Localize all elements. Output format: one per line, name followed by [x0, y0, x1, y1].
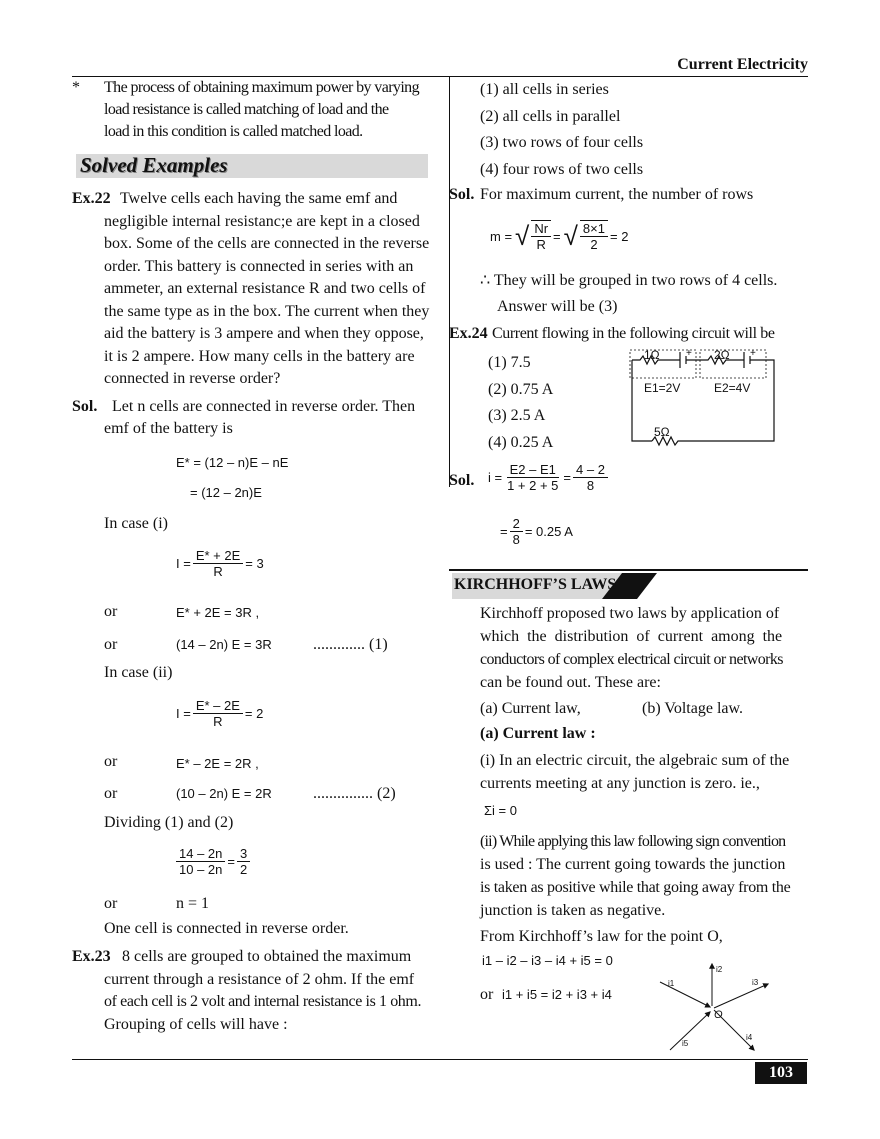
sol22-line: emf of the battery is	[104, 420, 233, 437]
option: (3) two rows of four cells	[480, 134, 644, 151]
law-a-label: (a) Current law,	[480, 700, 581, 717]
equals: =	[227, 854, 235, 869]
equation-case2-rearranged: E* – 2E = 2R ,	[176, 756, 259, 771]
numerator: 4 – 2	[573, 462, 608, 478]
current-i4-label: i4	[746, 1033, 753, 1042]
or-label: or	[104, 753, 118, 770]
note-star: *	[72, 79, 80, 96]
sign-line: (ii) While applying this law following sign convention	[480, 833, 786, 850]
numerator: 3	[237, 846, 250, 862]
sign-line: is used : The current going towards the junction	[480, 856, 786, 873]
case-2-label: In case (ii)	[104, 664, 173, 681]
fraction	[580, 220, 608, 252]
option: (2) 0.75 A	[488, 380, 554, 398]
resistor-1-label: 1Ω	[644, 348, 660, 362]
equation-case2	[176, 698, 263, 729]
ex22-line: box. Some of the cells are connected in the reverse	[104, 235, 430, 252]
eq-rhs: = 2	[244, 706, 264, 721]
eq-rhs: = 3	[245, 556, 264, 571]
note-line: load in this condition is called matched load.	[104, 123, 363, 140]
ex23-line: current through a resistance of 2 ohm. If the emf	[104, 970, 415, 988]
or-label: or	[104, 636, 118, 653]
point-o-label: O	[714, 1009, 723, 1021]
denominator: 2	[239, 862, 248, 877]
denominator: R	[213, 564, 223, 579]
column-divider	[449, 77, 450, 487]
equation-2: (10 – 2n) E = 2R	[176, 786, 272, 801]
sol22-line: Let n cells are connected in reverse order. Then	[112, 398, 416, 415]
or-label: or	[104, 785, 118, 802]
battery-1-plus-icon: +	[686, 348, 692, 359]
fraction	[193, 698, 243, 729]
equals: =	[553, 228, 561, 244]
fraction-right	[237, 846, 250, 877]
ex23-line: of each cell is 2 volt and internal resistance is 1 ohm.	[104, 993, 422, 1010]
ex22-line: order. This battery is connected in series with an	[104, 257, 414, 275]
ex22-conclusion: One cell is connected in reverse order.	[104, 920, 349, 937]
resistor-2-label: 2Ω	[714, 348, 730, 362]
equation-rows	[490, 220, 628, 252]
sqrt-icon: √	[515, 221, 530, 251]
equation-2-tag: ............... (2)	[313, 785, 396, 802]
ex22-line: Twelve cells each having the same emf and	[120, 190, 398, 207]
fraction-left	[176, 846, 225, 877]
sol22-text	[104, 396, 434, 440]
sign-line: junction is taken as negative.	[480, 902, 666, 919]
or-label: or	[104, 603, 118, 620]
ex24-text: Current flowing in the following circuit will be	[492, 325, 775, 342]
circuit-diagram	[620, 348, 780, 448]
denominator: 8	[586, 478, 595, 493]
equation-case1-rearranged: E* + 2E = 3R ,	[176, 605, 260, 620]
sol23-text: For maximum current, the number of rows	[480, 186, 754, 203]
denominator: R	[536, 237, 546, 252]
equation-emf: E* = (12 – n)E – nE	[176, 455, 289, 470]
dividing-label: Dividing (1) and (2)	[104, 814, 234, 831]
ex24-label: Ex.24	[449, 325, 488, 342]
fraction	[504, 462, 561, 493]
numerator: 14 – 2n	[176, 846, 225, 862]
equation-emf-simplified: = (12 – 2n)E	[190, 485, 262, 500]
junction-equation-2: i1 + i5 = i2 + i3 + i4	[502, 987, 612, 1002]
junction-equation-1: i1 – i2 – i3 – i4 + i5 = 0	[482, 953, 613, 968]
eq-lhs: m =	[490, 228, 513, 244]
section-rule	[449, 569, 808, 571]
point-o-text: From Kirchhoff’s law for the point O,	[480, 928, 723, 945]
numerator: E2 – E1	[507, 462, 559, 478]
intro-line: Kirchhoff proposed two laws by application of	[480, 605, 780, 622]
kirchhoff-title: KIRCHHOFF’S LAWS	[454, 576, 617, 593]
sqrt-icon: √	[563, 221, 578, 251]
ex23-line: 8 cells are grouped to obtained the maximum	[122, 948, 412, 965]
current-law-text	[480, 749, 810, 795]
numerator: Nr	[531, 221, 551, 237]
kirchhoff-intro	[480, 602, 810, 694]
fraction	[531, 220, 551, 252]
numerator: E* + 2E	[193, 548, 243, 564]
fraction	[573, 462, 608, 493]
sol23-label: Sol.	[449, 186, 475, 203]
eq-lhs: I =	[176, 706, 191, 721]
option: (2) all cells in parallel	[480, 107, 621, 125]
option: (1) all cells in series	[480, 81, 609, 98]
equals: =	[563, 470, 572, 485]
denominator: 10 – 2n	[179, 862, 223, 877]
current-i5-label: i5	[682, 1039, 689, 1048]
eq-rhs: = 2	[609, 228, 629, 244]
equation-1: (14 – 2n) E = 3R	[176, 637, 272, 652]
running-header: Current Electricity	[677, 56, 808, 73]
equation-case1	[176, 548, 264, 579]
equation-current	[488, 462, 610, 493]
ex22-line: aid the battery is 3 ampere and when they oppose,	[104, 325, 424, 342]
ex22-label: Ex.22	[72, 190, 111, 207]
equation-ratio	[174, 846, 252, 877]
equals: =	[500, 524, 508, 539]
intro-line: can be found out. These are:	[480, 674, 661, 691]
note-line: The process of obtaining maximum power by varying	[104, 79, 419, 96]
ex23-text	[104, 946, 434, 1036]
current-i1-label: i1	[668, 979, 675, 988]
sign-convention-text	[480, 830, 810, 922]
ex22-line: it is 2 ampere. How many cells in the battery are	[104, 347, 415, 365]
numerator: E* – 2E	[193, 698, 243, 714]
equation-current-result	[500, 516, 573, 547]
eq-lhs: i =	[488, 470, 503, 485]
ex22-line: negligible internal resistanc;e are kept in a closed	[104, 212, 420, 230]
emf-1-label: E1=2V	[644, 381, 681, 395]
sol23-answer: Answer will be (3)	[497, 298, 618, 315]
eq-rhs: = 0.25 A	[524, 524, 573, 539]
ex22-line: connected in reverse order?	[104, 370, 281, 387]
intro-line: conductors of complex electrical circuit or networks	[480, 651, 783, 668]
denominator: 2	[590, 237, 598, 252]
or-label: or	[104, 895, 118, 912]
ex23-line: Grouping of cells will have :	[104, 1015, 288, 1033]
ex23-options	[480, 77, 643, 183]
option: (3) 2.5 A	[488, 407, 546, 424]
eq-lhs: I =	[176, 556, 191, 571]
sol22-label: Sol.	[72, 398, 98, 415]
equation-1-tag: ............. (1)	[313, 636, 388, 653]
sign-line: is taken as positive while that going away from the	[480, 879, 791, 896]
junction-or: or	[480, 986, 494, 1003]
battery-2-plus-icon: +	[750, 348, 756, 359]
fraction	[510, 516, 523, 547]
resistor-3-label: 5Ω	[654, 425, 670, 439]
option: (1) 7.5	[488, 354, 531, 371]
numerator: 2	[510, 516, 523, 532]
case-1-label: In case (i)	[104, 515, 168, 532]
denominator: 8	[512, 532, 520, 547]
current-i3-label: i3	[752, 978, 759, 987]
option: (4) four rows of two cells	[480, 160, 644, 178]
note-line: load resistance is called matching of load and the	[104, 101, 389, 118]
emf-2-label: E2=4V	[714, 381, 751, 395]
sol24-label: Sol.	[449, 472, 475, 489]
note-block	[104, 77, 434, 143]
law-line: (i) In an electric circuit, the algebraic sum of the	[480, 752, 790, 769]
ex24-options	[488, 350, 553, 456]
denominator: 1 + 2 + 5	[507, 478, 559, 493]
junction-diagram	[650, 960, 780, 1055]
law-b-label: (b) Voltage law.	[642, 700, 744, 717]
n-result: n = 1	[176, 895, 210, 912]
ex23-label: Ex.23	[72, 948, 111, 965]
ex22-line: the same type as in the box. The current when they	[104, 302, 430, 320]
footer-rule	[72, 1059, 808, 1060]
option: (4) 0.25 A	[488, 433, 554, 451]
fraction	[193, 548, 243, 579]
page-number-box: 103	[755, 1062, 807, 1084]
equation-sum: Σi = 0	[484, 803, 517, 818]
current-i2-label: i2	[716, 965, 723, 974]
law-line: currents meeting at any junction is zero. ie.,	[480, 775, 760, 792]
sol23-therefore: ∴ They will be grouped in two rows of 4 cells.	[480, 272, 778, 289]
section-title: Solved Examples	[80, 153, 228, 177]
ex22-text	[104, 188, 434, 391]
ex22-line: ammeter, an external resistance R and two cells of	[104, 280, 426, 297]
current-law-heading: (a) Current law :	[480, 725, 596, 742]
intro-line: which the distribution of current among the	[480, 628, 783, 645]
denominator: R	[213, 714, 223, 729]
numerator: 8×1	[580, 221, 608, 237]
